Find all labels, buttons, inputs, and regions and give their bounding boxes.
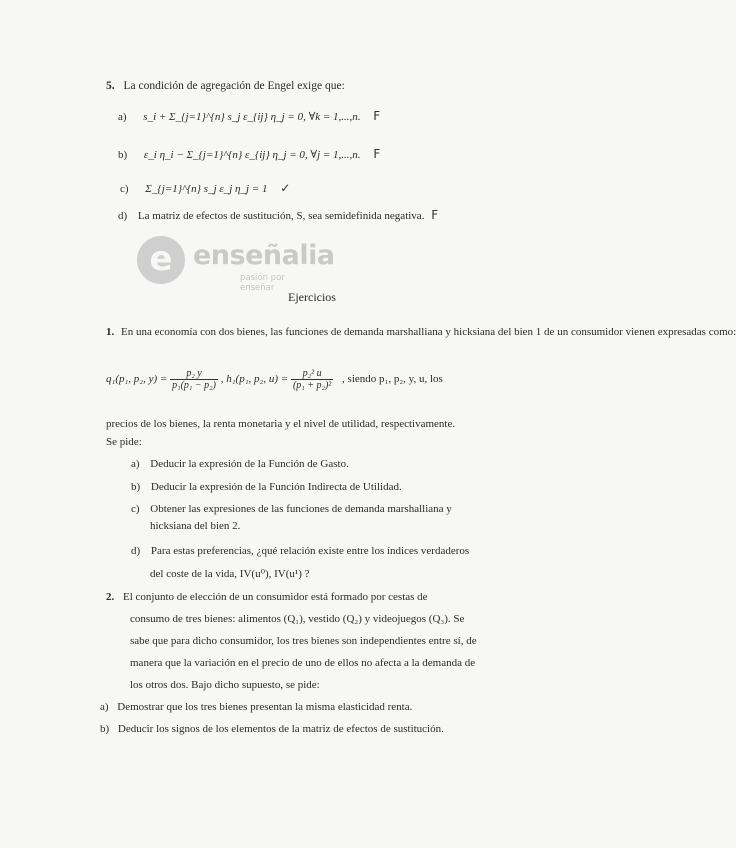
section-title: Ejercicios — [288, 290, 336, 304]
exercise-1-item-d-cont: del coste de la vida, IV(u⁰), IV(u¹) ? — [150, 568, 310, 580]
hicksian-fraction — [291, 368, 333, 391]
item-text: Deducir la expresión de la Función Indirecta de Utilidad. — [150, 481, 402, 493]
exercise-1-line4: Se pide: — [106, 436, 142, 448]
exercise-1-intro — [106, 322, 736, 343]
item-label: a) — [100, 701, 109, 713]
exercise-1-item-a — [131, 458, 349, 470]
question-number: 5. — [106, 80, 115, 92]
item-label: d) — [131, 545, 141, 557]
option-formula: ε_i η_i − Σ_{j=1}^{n} ε_{ij} η_j = 0, ∀j = 1,...,n. — [143, 149, 361, 161]
exercise-2-item-a — [100, 701, 412, 713]
exercise-2-line3: sabe que para dicho consumidor, los tres bienes son independientes entre sí, de — [130, 635, 477, 647]
exercise-2-line5: los otros dos. Bajo dicho supuesto, se pide: — [130, 679, 320, 691]
logo-symbol: e — [137, 236, 185, 284]
grading-mark: F — [431, 208, 439, 222]
exercise-1-item-d — [131, 545, 469, 557]
item-text: Obtener las expresiones de las funciones de demanda marshalliana y — [150, 503, 452, 515]
demand-formulas — [106, 368, 443, 391]
exercise-2-line4: manera que la variación en el precio de uno de ellos no afecta a la demanda de — [130, 657, 476, 669]
fraction-denominator: (p₁ + p₂)² — [292, 380, 332, 391]
option-a — [118, 109, 380, 123]
exercise-2-line1 — [106, 591, 428, 603]
fraction-numerator: p₂² u — [291, 368, 333, 380]
watermark-logo — [137, 236, 335, 293]
option-label: a) — [118, 111, 127, 123]
option-label: d) — [118, 210, 128, 222]
option-b — [118, 147, 380, 161]
logo-tagline: pasión por enseñar — [240, 273, 285, 293]
fraction-numerator: p₂ y — [170, 368, 218, 380]
grading-mark: ✓ — [280, 181, 291, 195]
question-5 — [106, 80, 345, 92]
hicksian-lhs: , h₁(p₁, p₂, u) = — [220, 373, 289, 386]
exercise-number: 2. — [106, 591, 115, 603]
option-label: b) — [118, 149, 128, 161]
question-text: La condición de agregación de Engel exige que: — [123, 80, 345, 92]
item-label: c) — [131, 503, 140, 515]
option-formula: Σ_{j=1}^{n} s_j ε_j η_j = 1 — [145, 183, 268, 195]
exercise-1-item-b — [131, 481, 402, 493]
formula-trailing-text: , siendo p₁, p₂, y, u, los — [342, 373, 443, 386]
exercise-2-item-b — [100, 723, 444, 735]
exercise-1-item-c — [131, 503, 452, 515]
fraction-denominator: p₁(p₁ − p₂) — [172, 380, 216, 391]
item-label: b) — [131, 481, 141, 493]
item-text: Deducir la expresión de la Función de Gasto. — [150, 458, 349, 470]
option-d — [118, 208, 438, 222]
option-formula: s_i + Σ_{j=1}^{n} s_j ε_{ij} η_j = 0, ∀k = 1,...,n. — [143, 111, 361, 123]
exercise-text: El conjunto de elección de un consumidor está formado por cestas de — [123, 591, 428, 603]
marshallian-lhs: q₁(p₁, p₂, y) = — [106, 373, 168, 386]
marshallian-fraction — [170, 368, 218, 391]
exercise-1-line3: precios de los bienes, la renta monetaria y el nivel de utilidad, respectivamente. — [106, 418, 456, 430]
grading-mark: F — [373, 147, 381, 161]
grading-mark: F — [373, 109, 381, 123]
item-text: Deducir los signos de los elementos de la matriz de efectos de sustitución. — [117, 723, 444, 735]
option-c — [120, 181, 290, 195]
exercise-number: 1. — [106, 326, 115, 338]
item-text: Demostrar que los tres bienes presentan la misma elasticidad renta. — [117, 701, 413, 713]
option-label: c) — [120, 183, 129, 195]
option-text: La matriz de efectos de sustitución, S, sea semidefinida negativa. — [137, 210, 425, 222]
item-label: a) — [131, 458, 140, 470]
exercise-intro: En una economía con dos bienes, las funciones de demanda marshalliana y hicksiana del bien 1 de un consumidor vienen expresadas como: — [121, 326, 736, 338]
exercise-2-line2: consumo de tres bienes: alimentos (Q₁), vestido (Q₂) y videojuegos (Q₃). Se — [130, 613, 465, 625]
exercise-1-item-c-cont: hicksiana del bien 2. — [150, 520, 241, 532]
item-text: Para estas preferencias, ¿qué relación existe entre los índices verdaderos — [150, 545, 470, 557]
item-label: b) — [100, 723, 110, 735]
logo-brand: enseñalia — [193, 240, 335, 271]
